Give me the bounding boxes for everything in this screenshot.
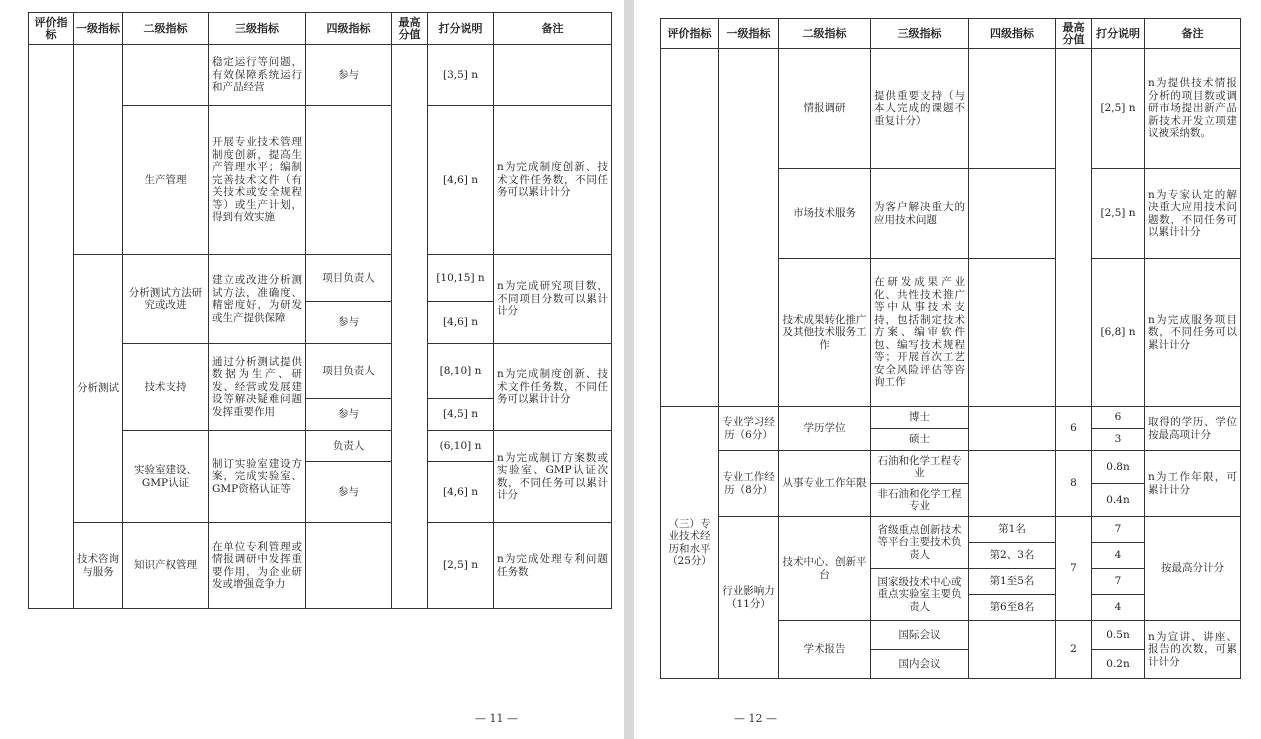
- level3-cell: 制订实验室建设方案，完成实验室、GMP资格认证等: [209, 431, 306, 523]
- note-cell: 按最高分计分: [1145, 517, 1241, 621]
- level4-cell: 第1名: [969, 517, 1056, 543]
- level3-cell: 硕士: [871, 429, 969, 451]
- score-cell: [3,5] n: [428, 45, 494, 106]
- header-eval: 评价指标: [661, 19, 719, 49]
- level4-cell: [969, 451, 1056, 517]
- level4-cell: 参与: [306, 399, 392, 431]
- table-header-row: [661, 19, 1241, 49]
- level3-cell: 稳定运行等问题，有效保障系统运行和产品经营: [209, 45, 306, 106]
- max-cell: 6: [1056, 407, 1092, 451]
- header-max: 最高分值: [1056, 19, 1092, 49]
- level2-cell: 技术中心、创新平台: [779, 517, 871, 621]
- header-level4: 四级指标: [969, 19, 1056, 49]
- score-cell: [8,10] n: [428, 344, 494, 399]
- max-cell: 7: [1056, 517, 1092, 621]
- level4-cell: 项目负责人: [306, 255, 392, 302]
- level4-cell: 第6至8名: [969, 595, 1056, 621]
- eval-cell: [29, 45, 74, 609]
- level4-cell: 参与: [306, 45, 392, 106]
- note-cell: n为完成服务项目数，不同任务可以累计计分: [1145, 259, 1241, 407]
- max-cell: [392, 45, 428, 609]
- table-row: [29, 523, 612, 609]
- level1-cell: [74, 45, 123, 255]
- table-row: [661, 517, 1241, 543]
- note-cell: n为提供技术情报分析的项目数或调研市场提出新产品新技术开发立项建议被采纳数。: [1145, 49, 1241, 169]
- level3-cell: 国家级技术中心或重点实验室主要负责人: [871, 569, 969, 621]
- level3-cell: 非石油和化学工程专业: [871, 484, 969, 517]
- table-row: [29, 255, 612, 302]
- level2-cell: 技术成果转化推广及其他技术服务工作: [779, 259, 871, 407]
- level4-cell: [969, 169, 1056, 259]
- header-level3: 三级指标: [209, 13, 306, 45]
- header-level2: 二级指标: [123, 13, 209, 45]
- level1-cell: 分析测试: [74, 255, 123, 523]
- level2-cell: 分析测试方法研究或改进: [123, 255, 209, 344]
- level3-cell: 国内会议: [871, 650, 969, 679]
- evaluation-table-left: [28, 12, 612, 609]
- level4-cell: 第1至5名: [969, 569, 1056, 595]
- level4-cell: 参与: [306, 462, 392, 523]
- note-cell: n为宣讲、讲座、报告的次数，可累计计分: [1145, 621, 1241, 679]
- score-cell: [2,5] n: [428, 523, 494, 609]
- level4-cell: 第2、3名: [969, 543, 1056, 569]
- note-cell: n为完成处理专利问题任务数: [494, 523, 612, 609]
- score-cell: 7: [1092, 569, 1145, 595]
- level2-cell: 学历学位: [779, 407, 871, 451]
- header-level3: 三级指标: [871, 19, 969, 49]
- table-row: [661, 49, 1241, 169]
- level3-cell: 为客户解决重大的应用技术问题: [871, 169, 969, 259]
- level3-cell: 提供重要支持（与本人完成的课题不重复计分）: [871, 49, 969, 169]
- note-cell: n为专家认定的解决重大应用技术问题数，不同任务可以累计计分: [1145, 169, 1241, 259]
- level2-cell: 生产管理: [123, 106, 209, 255]
- score-cell: (6,10] n: [428, 431, 494, 462]
- max-cell: [1056, 49, 1092, 407]
- header-level2: 二级指标: [779, 19, 871, 49]
- score-cell: [4,5] n: [428, 399, 494, 431]
- level4-cell: 负责人: [306, 431, 392, 462]
- page-number: — 12 —: [734, 712, 777, 725]
- level3-cell: 建立或改进分析测试方法，准确度、精密度好，为研发或生产提供保障: [209, 255, 306, 344]
- header-level1: 一级指标: [719, 19, 779, 49]
- header-note: 备注: [494, 13, 612, 45]
- level3-cell: 通过分析测试提供数据为生产、研发、经营或发展建设等解决疑难问题发挥重要作用: [209, 344, 306, 431]
- level4-cell: [306, 523, 392, 609]
- level3-cell: 国际会议: [871, 621, 969, 650]
- note-cell: n为完成制度创新、技术文件任务数，不同任务可以累计计分: [494, 106, 612, 255]
- level4-cell: [969, 259, 1056, 407]
- page-11: [0, 0, 624, 739]
- level4-cell: [969, 49, 1056, 169]
- page-gutter: [624, 0, 634, 739]
- score-cell: [6,8] n: [1092, 259, 1145, 407]
- table-header-row: [29, 13, 612, 45]
- header-score: 打分说明: [428, 13, 494, 45]
- level2-cell: 市场技术服务: [779, 169, 871, 259]
- level2-cell: 技术支持: [123, 344, 209, 431]
- level2-cell: 情报调研: [779, 49, 871, 169]
- level2-cell: [123, 45, 209, 106]
- note-cell: n为完成研究项目数，不同项目分数可以累计计分: [494, 255, 612, 344]
- level4-cell: [306, 106, 392, 255]
- note-cell: n为完成制度创新、技术文件任务数，不同任务可以累计计分: [494, 344, 612, 431]
- header-score: 打分说明: [1092, 19, 1145, 49]
- score-cell: [2,5] n: [1092, 169, 1145, 259]
- level1-cell: 技术咨询与服务: [74, 523, 123, 609]
- note-cell: n为完成制订方案数或实验室、GMP认证次数，不同任务可以累计计分: [494, 431, 612, 523]
- level4-cell: [969, 407, 1056, 451]
- level3-cell: 在单位专利管理或情报调研中发挥重要作用，为企业研发或增强竞争力: [209, 523, 306, 609]
- score-cell: [4,6] n: [428, 462, 494, 523]
- level3-cell: 在研发成果产业化、共性技术推广等中从事技术支持，包括制定技术方案、编审软件包、编写技术规程等；开展首次工艺安全风险评估等咨询工作: [871, 259, 969, 407]
- score-cell: 7: [1092, 517, 1145, 543]
- level4-cell: 参与: [306, 302, 392, 344]
- header-level4: 四级指标: [306, 13, 392, 45]
- level4-cell: [969, 621, 1056, 679]
- level2-cell: 实验室建设、GMP认证: [123, 431, 209, 523]
- table-row: [29, 45, 612, 106]
- level2-cell: 学术报告: [779, 621, 871, 679]
- score-cell: 4: [1092, 543, 1145, 569]
- level2-cell: 知识产权管理: [123, 523, 209, 609]
- score-cell: 4: [1092, 595, 1145, 621]
- score-cell: 6: [1092, 407, 1145, 429]
- max-cell: 2: [1056, 621, 1092, 679]
- score-cell: 0.5n: [1092, 621, 1145, 650]
- eval-section-cell: （三）专业技术经历和水平（25分）: [661, 407, 719, 679]
- score-cell: [4,6] n: [428, 302, 494, 344]
- level1-cell: 专业工作经历（8分）: [719, 451, 779, 517]
- score-cell: 0.8n: [1092, 451, 1145, 484]
- table-row: [661, 407, 1241, 429]
- score-cell: 3: [1092, 429, 1145, 451]
- evaluation-table-right: [660, 18, 1241, 679]
- page-12: [634, 0, 1261, 739]
- level3-cell: 博士: [871, 407, 969, 429]
- table-row: [661, 451, 1241, 484]
- score-cell: [4,6] n: [428, 106, 494, 255]
- score-cell: [2,5] n: [1092, 49, 1145, 169]
- note-cell: 取得的学历、学位按最高项计分: [1145, 407, 1241, 451]
- level3-cell: 石油和化学工程专业: [871, 451, 969, 484]
- level2-cell: 从事专业工作年限: [779, 451, 871, 517]
- level1-cell: 行业影响力（11分）: [719, 517, 779, 679]
- note-cell: n为工作年限，可累计计分: [1145, 451, 1241, 517]
- header-level1: 一级指标: [74, 13, 123, 45]
- header-eval: 评价指标: [29, 13, 74, 45]
- header-max: 最高分值: [392, 13, 428, 45]
- level3-cell: 省级重点创新技术等平台主要技术负责人: [871, 517, 969, 569]
- header-note: 备注: [1145, 19, 1241, 49]
- note-cell: [494, 45, 612, 106]
- score-cell: 0.4n: [1092, 484, 1145, 517]
- max-cell: 8: [1056, 451, 1092, 517]
- level1-cell: [719, 49, 779, 407]
- level1-cell: 专业学习经历（6分）: [719, 407, 779, 451]
- eval-cell: [661, 49, 719, 407]
- score-cell: [10,15] n: [428, 255, 494, 302]
- level3-cell: 开展专业技术管理制度创新，提高生产管理水平；编制完善技术文件（有关技术或安全规程等）或生产计划，得到有效实施: [209, 106, 306, 255]
- level4-cell: 项目负责人: [306, 344, 392, 399]
- page-number: — 11 —: [475, 712, 518, 725]
- score-cell: 0.2n: [1092, 650, 1145, 679]
